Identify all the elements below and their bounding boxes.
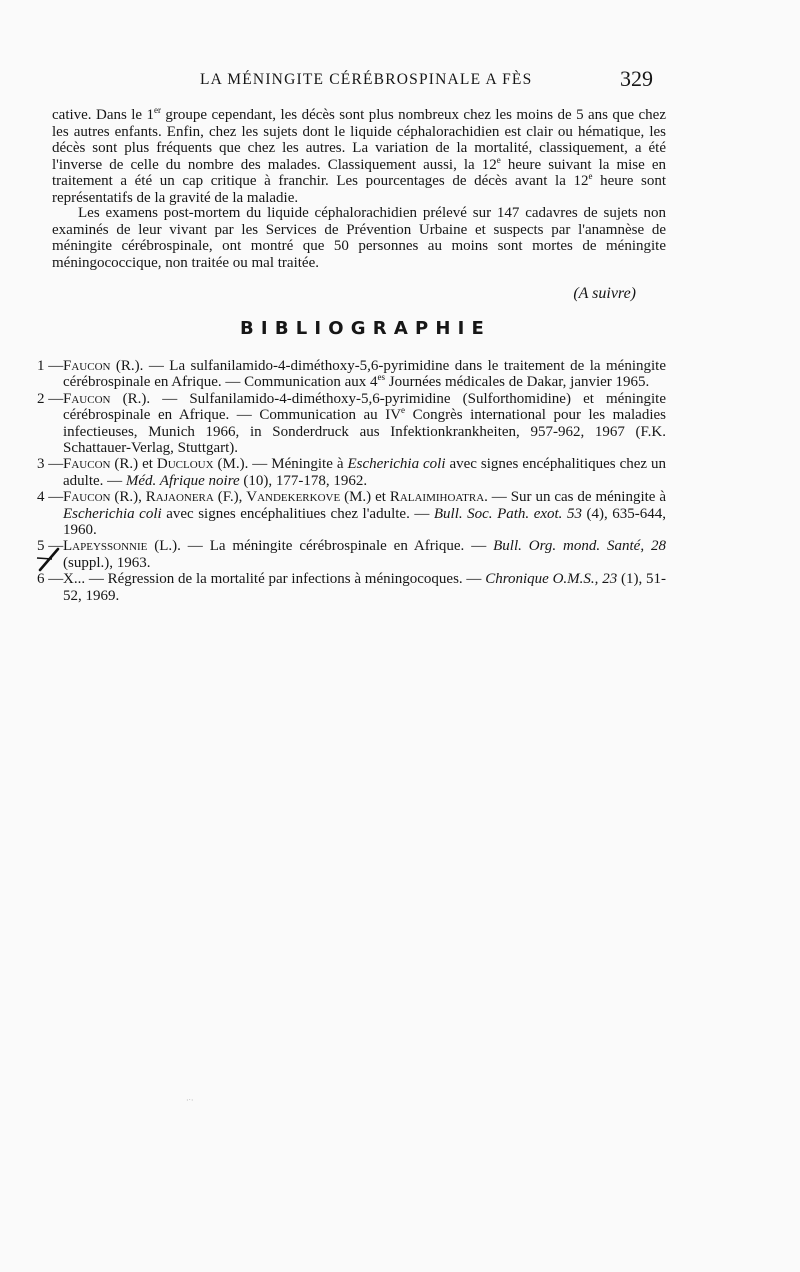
entry-journal: Bull. Soc. Path. exot. 53: [433, 505, 582, 522]
entry-text: (F.),: [213, 489, 247, 506]
entry-number: 6 —: [37, 571, 64, 588]
running-title: LA MÉNINGITE CÉRÉBROSPINALE A FÈS: [200, 71, 533, 88]
p2-text: Les examens post-mortem du liquide céphalorachidien prélevé sur 147 cadavres de sujets non examinés de leur vivant par les Services de Prévention Urbaine et suspects par l'anamnèse de méningite cérébrospinale, ont montré que 50 personnes au moins sont mortes de méningite méningococcique, non traitée ou mal traitée.: [52, 205, 666, 271]
entry-text: (4), 635-644, 1960.: [63, 505, 666, 539]
entry-author: Faucon: [63, 358, 111, 374]
running-header: [0, 66, 800, 94]
page-number: 329: [620, 66, 653, 91]
entry-number: 2 —: [37, 390, 64, 407]
paragraph-2: [52, 205, 666, 271]
paragraph-1: [52, 107, 666, 207]
p1-text-b: groupe cependant, les décès sont plus nombreux chez les moins de 5 ans que chez les autres enfants. Enfin, chez les sujets dont le liquide céphalorachidien est clair ou hématique, les décès sont plus fréquents que chez les autres. La variation de la mortalité, classiquement, a été l'inverse de celle du nombre des malades. Classiquement aussi, la 12: [52, 107, 666, 173]
entry-italic: Escherichia coli: [347, 456, 446, 473]
entry-text: — Régression de la mortalité par infections à méningocoques. —: [85, 571, 486, 588]
entry-text: (R.),: [110, 489, 146, 506]
entry-text: Congrès international pour les maladies infectieuses, Munich 1966, in Sonderdruck aus Infektionkrankheiten, 957-962, 1967 (F.K. Schattauer-Verlag, Stuttgart).: [63, 407, 666, 457]
entry-author: Faucon: [63, 489, 111, 506]
p1-sup-c: e: [588, 171, 593, 182]
entry-text: (M.) et: [340, 489, 390, 506]
handwritten-slash-mark: [34, 546, 64, 572]
entry-author: Ducloux: [156, 456, 214, 473]
entry-text: avec signes encéphalitiues chez l'adulte. —: [161, 505, 434, 522]
entry-text: (1), 51-52, 1969.: [63, 571, 666, 604]
bibliography-entry: [37, 456, 666, 489]
entry-number: 3 —: [37, 456, 64, 473]
to-be-continued-note: (A suivre): [573, 285, 636, 302]
entry-text: avec signes encéphalitiques chez un adulte. —: [63, 456, 667, 489]
entry-number: 1 —: [37, 358, 64, 374]
entry-journal: Chronique O.M.S., 23: [485, 571, 618, 588]
p1-text-a: cative. Dans le 1: [52, 107, 154, 123]
entry-sup: es: [377, 372, 385, 383]
entry-author: Faucon: [63, 456, 111, 473]
entry-text: (L.). — La méningite cérébrospinale en Afrique. —: [147, 538, 494, 555]
entry-author: X...: [63, 571, 86, 588]
bibliography-entry: [37, 391, 666, 457]
entry-text: Journées médicales de Dakar, janvier 1965.: [385, 374, 650, 391]
entry-text: (R.). — Sulfanilamido-4-diméthoxy-5,6-pyrimidine (Sulforthomidine) et méningite cérébrospinale en Afrique. — Communication au IV: [63, 390, 666, 424]
paper-speck: ·ˑ·: [186, 1096, 194, 1105]
entry-text: (10), 177-178, 1962.: [239, 472, 368, 489]
entry-text: . — Sur un cas de méningite à: [484, 489, 666, 506]
entry-text: (M.). — Méningite à: [213, 456, 348, 473]
entry-text: (suppl.), 1963.: [63, 554, 151, 571]
bibliography-list: [37, 358, 666, 604]
entry-italic: Escherichia coli: [63, 505, 162, 522]
entry-author: Ralaimihoatra: [389, 489, 485, 506]
entry-text: (R.) et: [110, 456, 157, 473]
entry-journal: Bull. Org. mond. Santé, 28: [493, 538, 666, 555]
entry-sup: e: [401, 405, 406, 416]
entry-author: Rajaonera: [145, 489, 214, 506]
entry-author: Vandekerkove: [246, 489, 341, 506]
p1-sup-b: e: [496, 154, 501, 165]
entry-author: Faucon: [63, 390, 111, 407]
bibliography-heading: BIBLIOGRAPHIE: [240, 318, 492, 339]
p1-sup-a: er: [154, 105, 161, 115]
entry-journal: Méd. Afrique noire: [125, 472, 240, 489]
entry-number: 5 —: [37, 538, 64, 555]
entry-number: 4 —: [37, 489, 64, 506]
bibliography-entry: [37, 538, 666, 571]
p1-text-d: heure sont représentatifs de la gravité de la maladie.: [52, 173, 666, 206]
bibliography-entry: [37, 358, 666, 391]
bibliography-entry: [37, 489, 666, 538]
bibliography-entry: [37, 571, 666, 604]
entry-author: Lapeyssonnie: [63, 538, 148, 555]
p1-text-c: heure suivant la mise en traitement a été un cap critique à franchir. Les pourcentages de décès avant la 12: [52, 156, 666, 190]
entry-text: (R.). — La sulfanilamido-4-diméthoxy-5,6-pyrimidine dans le traitement de la méningite cérébrospinale en Afrique. — Communication aux 4: [63, 358, 666, 391]
